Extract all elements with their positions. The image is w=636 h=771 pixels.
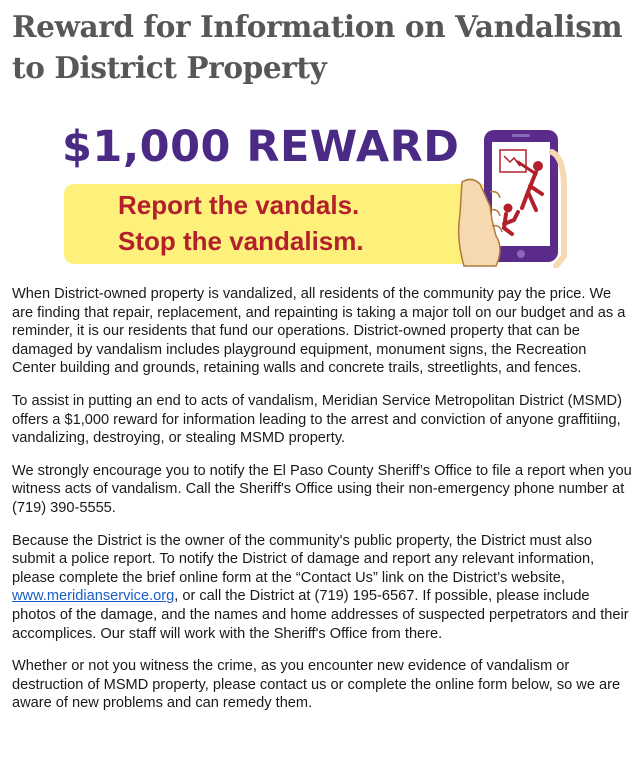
paragraph-2: To assist in putting an end to acts of vandalism, Meridian Service Metropolitan District (MSMD) offers a $1,000 reward for information leading to the arrest and conviction of anyone graffitiing, vandalizing, destroying, or stealing MSMD property. — [12, 392, 622, 447]
banner-line-1: Report the vandals. — [118, 190, 360, 220]
paragraph-3: We strongly encourage you to notify the El Paso County Sheriff’s Office to file a report when you witness acts of vandalism. Call the Sheriff's Office using their non-emergency phone number at (719) 390-5555. — [12, 462, 632, 516]
phone-vandal-icon — [456, 128, 568, 268]
reward-banner — [58, 122, 578, 270]
article-body — [12, 285, 634, 727]
website-link[interactable]: www.meridianservice.org — [12, 588, 175, 605]
paragraph-1: When District-owned property is vandalized, all residents of the community pay the price. We are finding that repair, replacement, and repainting is taking a major toll on our budget and as a reminder, it is our residents that fund our operations. District-owned property that can be damaged by vandalism includes playground equipment, monument signs, the Recreation Center building and grounds, retaining walls and concrete trails, streetlights, and fences. — [12, 286, 626, 377]
paragraph-4-text-a: Because the District is the owner of the community's public property, the District must also submit a police report. To notify the District of damage and report any relevant information, please complete the brief online form at the “Contact Us” link on the District’s website, — [12, 532, 595, 586]
paragraph-4-text-b: , or call the District at (719) 195-6567. If possible, please include photos of the damage, and the names and home addresses of suspected perpetrators and their accomplices. Our staff will work with the Sheriff's Office from there. — [12, 588, 629, 642]
reward-amount: $1,000 REWARD — [62, 122, 460, 172]
page-title: Reward for Information on Vandalism to District Property — [12, 9, 623, 85]
banner-line-2: Stop the vandalism. — [118, 226, 364, 256]
paragraph-4 — [12, 532, 634, 644]
paragraph-5: Whether or not you witness the crime, as you encounter new evidence of vandalism or destruction of MSMD property, please contact us or complete the online form below, so we are aware of new problems and can remedy them. — [12, 658, 621, 712]
